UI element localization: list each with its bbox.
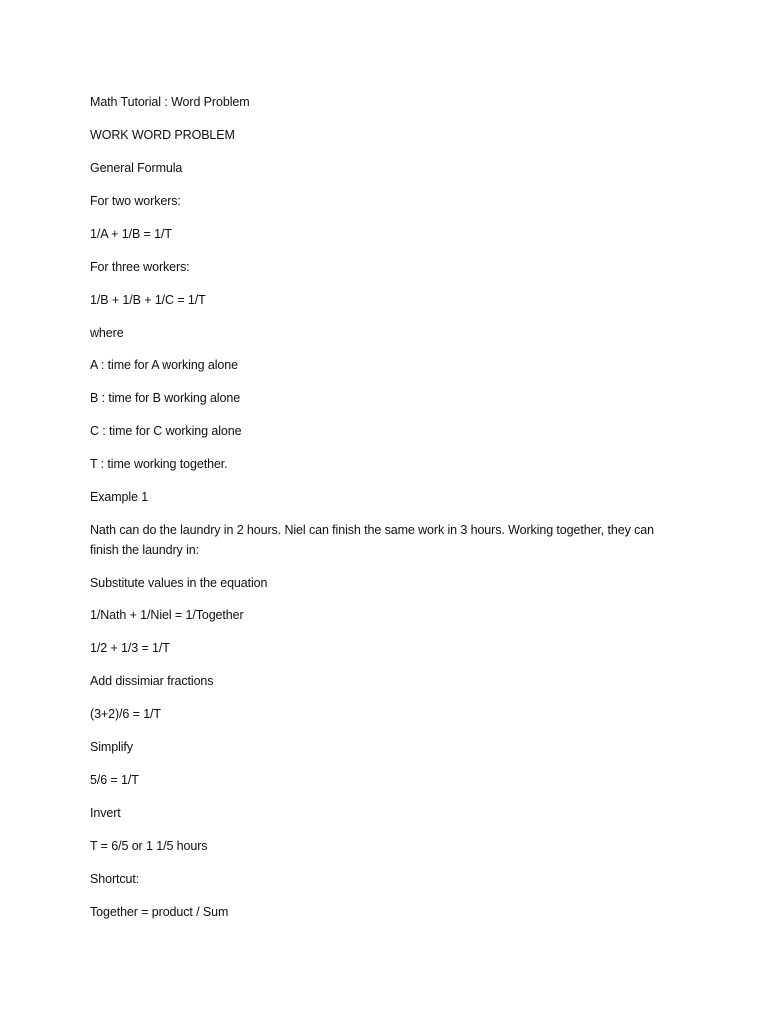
section-heading: WORK WORD PROBLEM bbox=[90, 128, 235, 142]
definition-line: A : time for A working alone bbox=[90, 358, 238, 372]
definition-line: C : time for C working alone bbox=[90, 424, 242, 438]
formula-line: 5/6 = 1/T bbox=[90, 773, 139, 787]
formula-line: 1/Nath + 1/Niel = 1/Together bbox=[90, 608, 244, 622]
text-line: Substitute values in the equation bbox=[90, 576, 268, 590]
formula-line: T = 6/5 or 1 1/5 hours bbox=[90, 839, 208, 853]
formula-line: (3+2)/6 = 1/T bbox=[90, 707, 161, 721]
text-line: Invert bbox=[90, 806, 121, 820]
definition-line: B : time for B working alone bbox=[90, 391, 241, 405]
text-line: where bbox=[90, 326, 124, 340]
text-line: Simplify bbox=[90, 740, 133, 754]
text-line: Add dissimiar fractions bbox=[90, 674, 214, 688]
formula-line: 1/B + 1/B + 1/C = 1/T bbox=[90, 293, 206, 307]
subheading-general-formula: General Formula bbox=[90, 161, 183, 175]
text-line: For three workers: bbox=[90, 260, 190, 274]
formula-line: 1/A + 1/B = 1/T bbox=[90, 227, 172, 241]
example-heading: Example 1 bbox=[90, 490, 149, 504]
formula-line: 1/2 + 1/3 = 1/T bbox=[90, 641, 170, 655]
definition-line: T : time working together. bbox=[90, 457, 228, 471]
text-line: For two workers: bbox=[90, 194, 181, 208]
example-problem-text: Nath can do the laundry in 2 hours. Niel can finish the same work in 3 hours. Working together, they can finish the laundry in: bbox=[90, 523, 654, 557]
formula-line: Together = product / Sum bbox=[90, 905, 229, 919]
text-line: Shortcut: bbox=[90, 872, 140, 886]
document-title: Math Tutorial : Word Problem bbox=[90, 95, 250, 109]
